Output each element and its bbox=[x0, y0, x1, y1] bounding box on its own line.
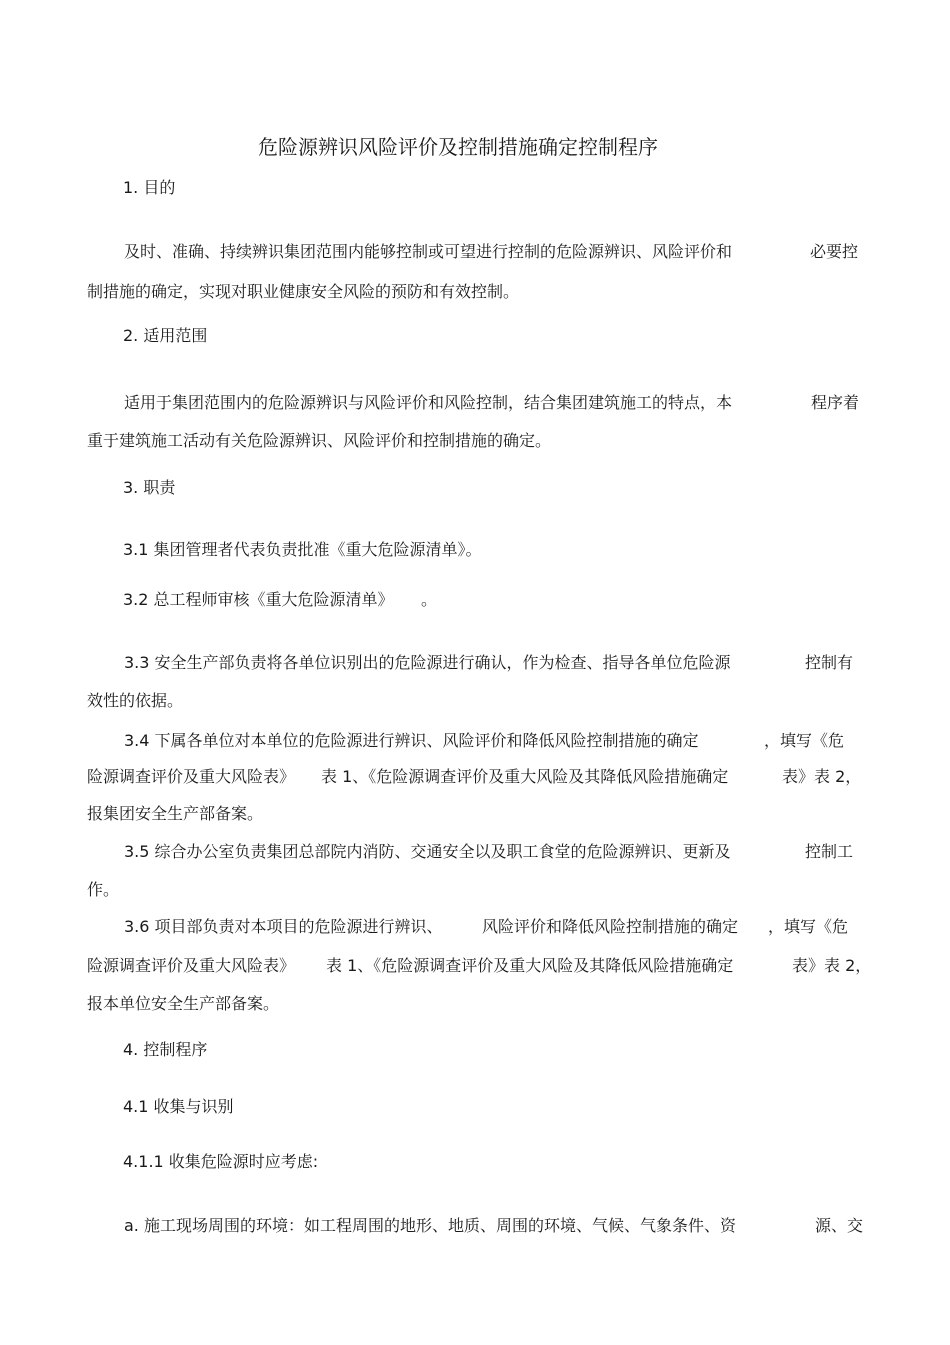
section-1-text-line-1: 及时、准确、持续辨识集团范围内能够控制或可望进行控制的危险源辨识、风险评价和 bbox=[124, 242, 733, 261]
item-3-6-line-2-mid: 表 1、《危险源调查评价及重大风险及其降低风险措施确定 bbox=[326, 956, 734, 975]
item-3-3-line-1: 3.3 安全生产部负责将各单位识别出的危险源进行确认，作为检查、指导各单位危险源 bbox=[124, 653, 731, 672]
item-3-5-line-2: 作。 bbox=[87, 880, 120, 899]
item-a-line-1: a. 施工现场周围的环境：如工程周围的地形、地质、周围的环境、气候、气象条件、资 bbox=[124, 1216, 736, 1235]
item-3-1: 3.1 集团管理者代表负责批准《重大危险源清单》。 bbox=[123, 540, 482, 559]
item-3-6-line-1-end: ，填写《危 bbox=[768, 917, 849, 936]
section-2-text-line-2: 重于建筑施工活动有关危险源辨识、风险评价和控制措施的确定。 bbox=[87, 431, 552, 450]
section-3-heading: 3. 职责 bbox=[123, 478, 176, 497]
item-3-6-line-1: 3.6 项目部负责对本项目的危险源进行辨识、 bbox=[124, 917, 443, 936]
item-3-5-line-1: 3.5 综合办公室负责集团总部院内消防、交通安全以及职工食堂的危险源辨识、更新及 bbox=[124, 842, 731, 861]
item-3-6-line-2: 险源调查评价及重大风险表》 bbox=[87, 956, 296, 975]
item-3-3-line-2: 效性的依据。 bbox=[87, 691, 184, 710]
section-1-text-line-1-end: 必要控 bbox=[810, 242, 859, 261]
item-3-6-line-1-mid: 风险评价和降低风险控制措施的确定 bbox=[482, 917, 739, 936]
item-3-4-line-2-mid: 表 1、《危险源调查评价及重大风险及其降低风险措施确定 bbox=[321, 767, 729, 786]
section-2-text-line-1-end: 程序着 bbox=[811, 393, 860, 412]
section-1-heading: 1. 目的 bbox=[123, 178, 176, 197]
section-4-heading: 4. 控制程序 bbox=[123, 1040, 208, 1059]
item-a-line-1-end: 源、交 bbox=[815, 1216, 864, 1235]
item-4-1: 4.1 收集与识别 bbox=[123, 1097, 234, 1116]
item-3-6-line-3: 报本单位安全生产部备案。 bbox=[87, 994, 280, 1013]
document-title: 危险源辨识风险评价及控制措施确定控制程序 bbox=[258, 135, 658, 159]
item-3-2: 3.2 总工程师审核《重大危险源清单》 bbox=[123, 590, 394, 609]
item-3-5-line-1-end: 控制工 bbox=[805, 842, 854, 861]
item-3-4-line-2: 险源调查评价及重大风险表》 bbox=[87, 767, 296, 786]
section-1-text-line-2: 制措施的确定，实现对职业健康安全风险的预防和有效控制。 bbox=[87, 282, 520, 301]
item-3-4-line-3: 报集团安全生产部备案。 bbox=[87, 804, 264, 823]
section-2-text-line-1: 适用于集团范围内的危险源辨识与风险评价和风险控制，结合集团建筑施工的特点，本 bbox=[124, 393, 733, 412]
section-2-heading: 2. 适用范围 bbox=[123, 326, 208, 345]
item-3-2-end: 。 bbox=[421, 590, 438, 609]
item-3-4-line-1-end: ，填写《危 bbox=[764, 731, 845, 750]
item-3-6-line-2-end: 表》表 2， bbox=[792, 956, 872, 975]
item-3-4-line-2-end: 表》表 2， bbox=[782, 767, 862, 786]
item-4-1-1: 4.1.1 收集危险源时应考虑: bbox=[123, 1152, 319, 1171]
item-3-4-line-1: 3.4 下属各单位对本单位的危险源进行辨识、风险评价和降低风险控制措施的确定 bbox=[124, 731, 699, 750]
item-3-3-line-1-end: 控制有 bbox=[805, 653, 854, 672]
